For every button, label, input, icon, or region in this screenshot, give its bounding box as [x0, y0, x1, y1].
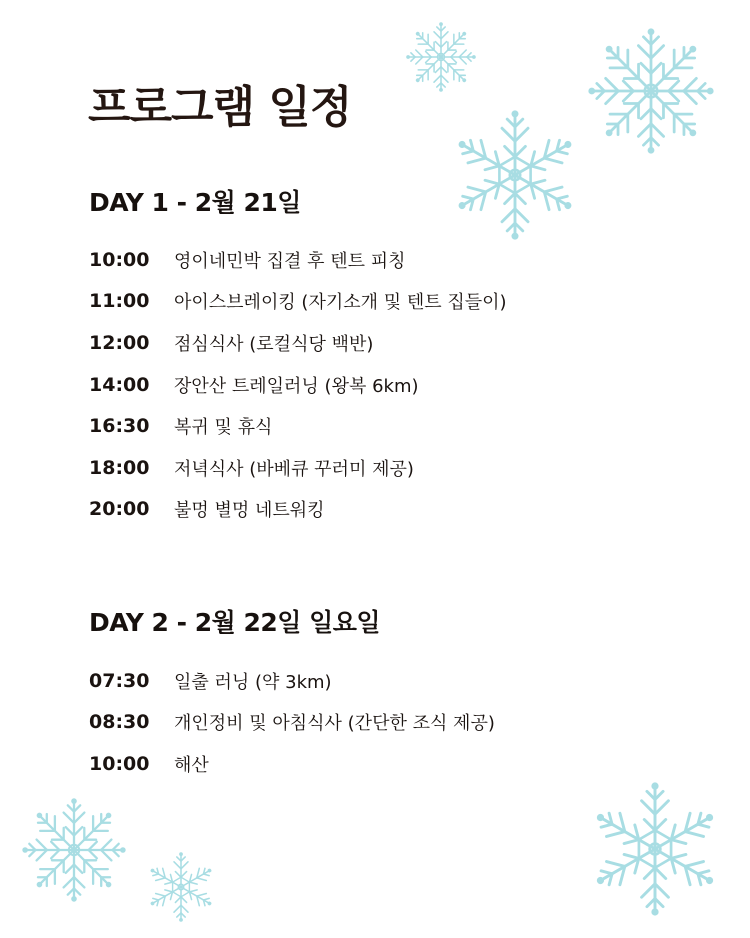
day1-schedule	[89, 239, 507, 530]
snowflake-icon	[450, 110, 580, 240]
schedule-time: 10:00	[89, 248, 150, 271]
schedule-activity: 아이스브레이킹 (자기소개 및 텐트 집들이)	[174, 292, 507, 314]
schedule-row	[89, 364, 507, 406]
schedule-row	[89, 489, 507, 531]
schedule-activity: 불멍 별멍 네트워킹	[174, 500, 325, 522]
schedule-activity: 장안산 트레일러닝 (왕복 6km)	[174, 375, 419, 397]
schedule-row	[89, 702, 495, 744]
snowflake-icon	[588, 782, 722, 916]
schedule-time: 18:00	[89, 456, 150, 479]
schedule-activity: 개인정비 및 아침식사 (간단한 조식 제공)	[174, 713, 495, 735]
page-title: 프로그램 일정	[88, 82, 352, 133]
day1-title: DAY 1 - 2월 21일	[89, 188, 301, 217]
schedule-row	[89, 322, 507, 364]
schedule-activity: 해산	[174, 754, 209, 776]
schedule-time: 12:00	[89, 331, 150, 354]
schedule-time: 11:00	[89, 290, 150, 313]
schedule-row	[89, 447, 507, 489]
day2-title: DAY 2 - 2월 22일 일요일	[89, 608, 381, 637]
schedule-row	[89, 743, 495, 785]
snowflake-icon	[146, 852, 216, 922]
snowflake-icon	[22, 798, 126, 902]
schedule-activity: 저녁식사 (바베큐 꾸러미 제공)	[174, 458, 414, 480]
schedule-activity: 일출 러닝 (약 3km)	[174, 671, 332, 693]
snowflake-icon	[406, 22, 476, 92]
schedule-activity: 영이네민박 집결 후 텐트 피칭	[174, 250, 406, 272]
schedule-row	[89, 239, 507, 281]
schedule-time: 20:00	[89, 498, 150, 521]
schedule-time: 14:00	[89, 373, 150, 396]
schedule-row	[89, 281, 507, 323]
schedule-activity: 점심식사 (로컬식당 백반)	[174, 333, 374, 355]
schedule-activity: 복귀 및 휴식	[174, 417, 273, 439]
schedule-row	[89, 660, 495, 702]
schedule-time: 07:30	[89, 669, 150, 692]
schedule-row	[89, 405, 507, 447]
schedule-time: 10:00	[89, 752, 150, 775]
snowflake-icon	[588, 28, 714, 154]
day2-schedule	[89, 660, 495, 785]
schedule-time: 16:30	[89, 415, 150, 438]
schedule-time: 08:30	[89, 711, 150, 734]
